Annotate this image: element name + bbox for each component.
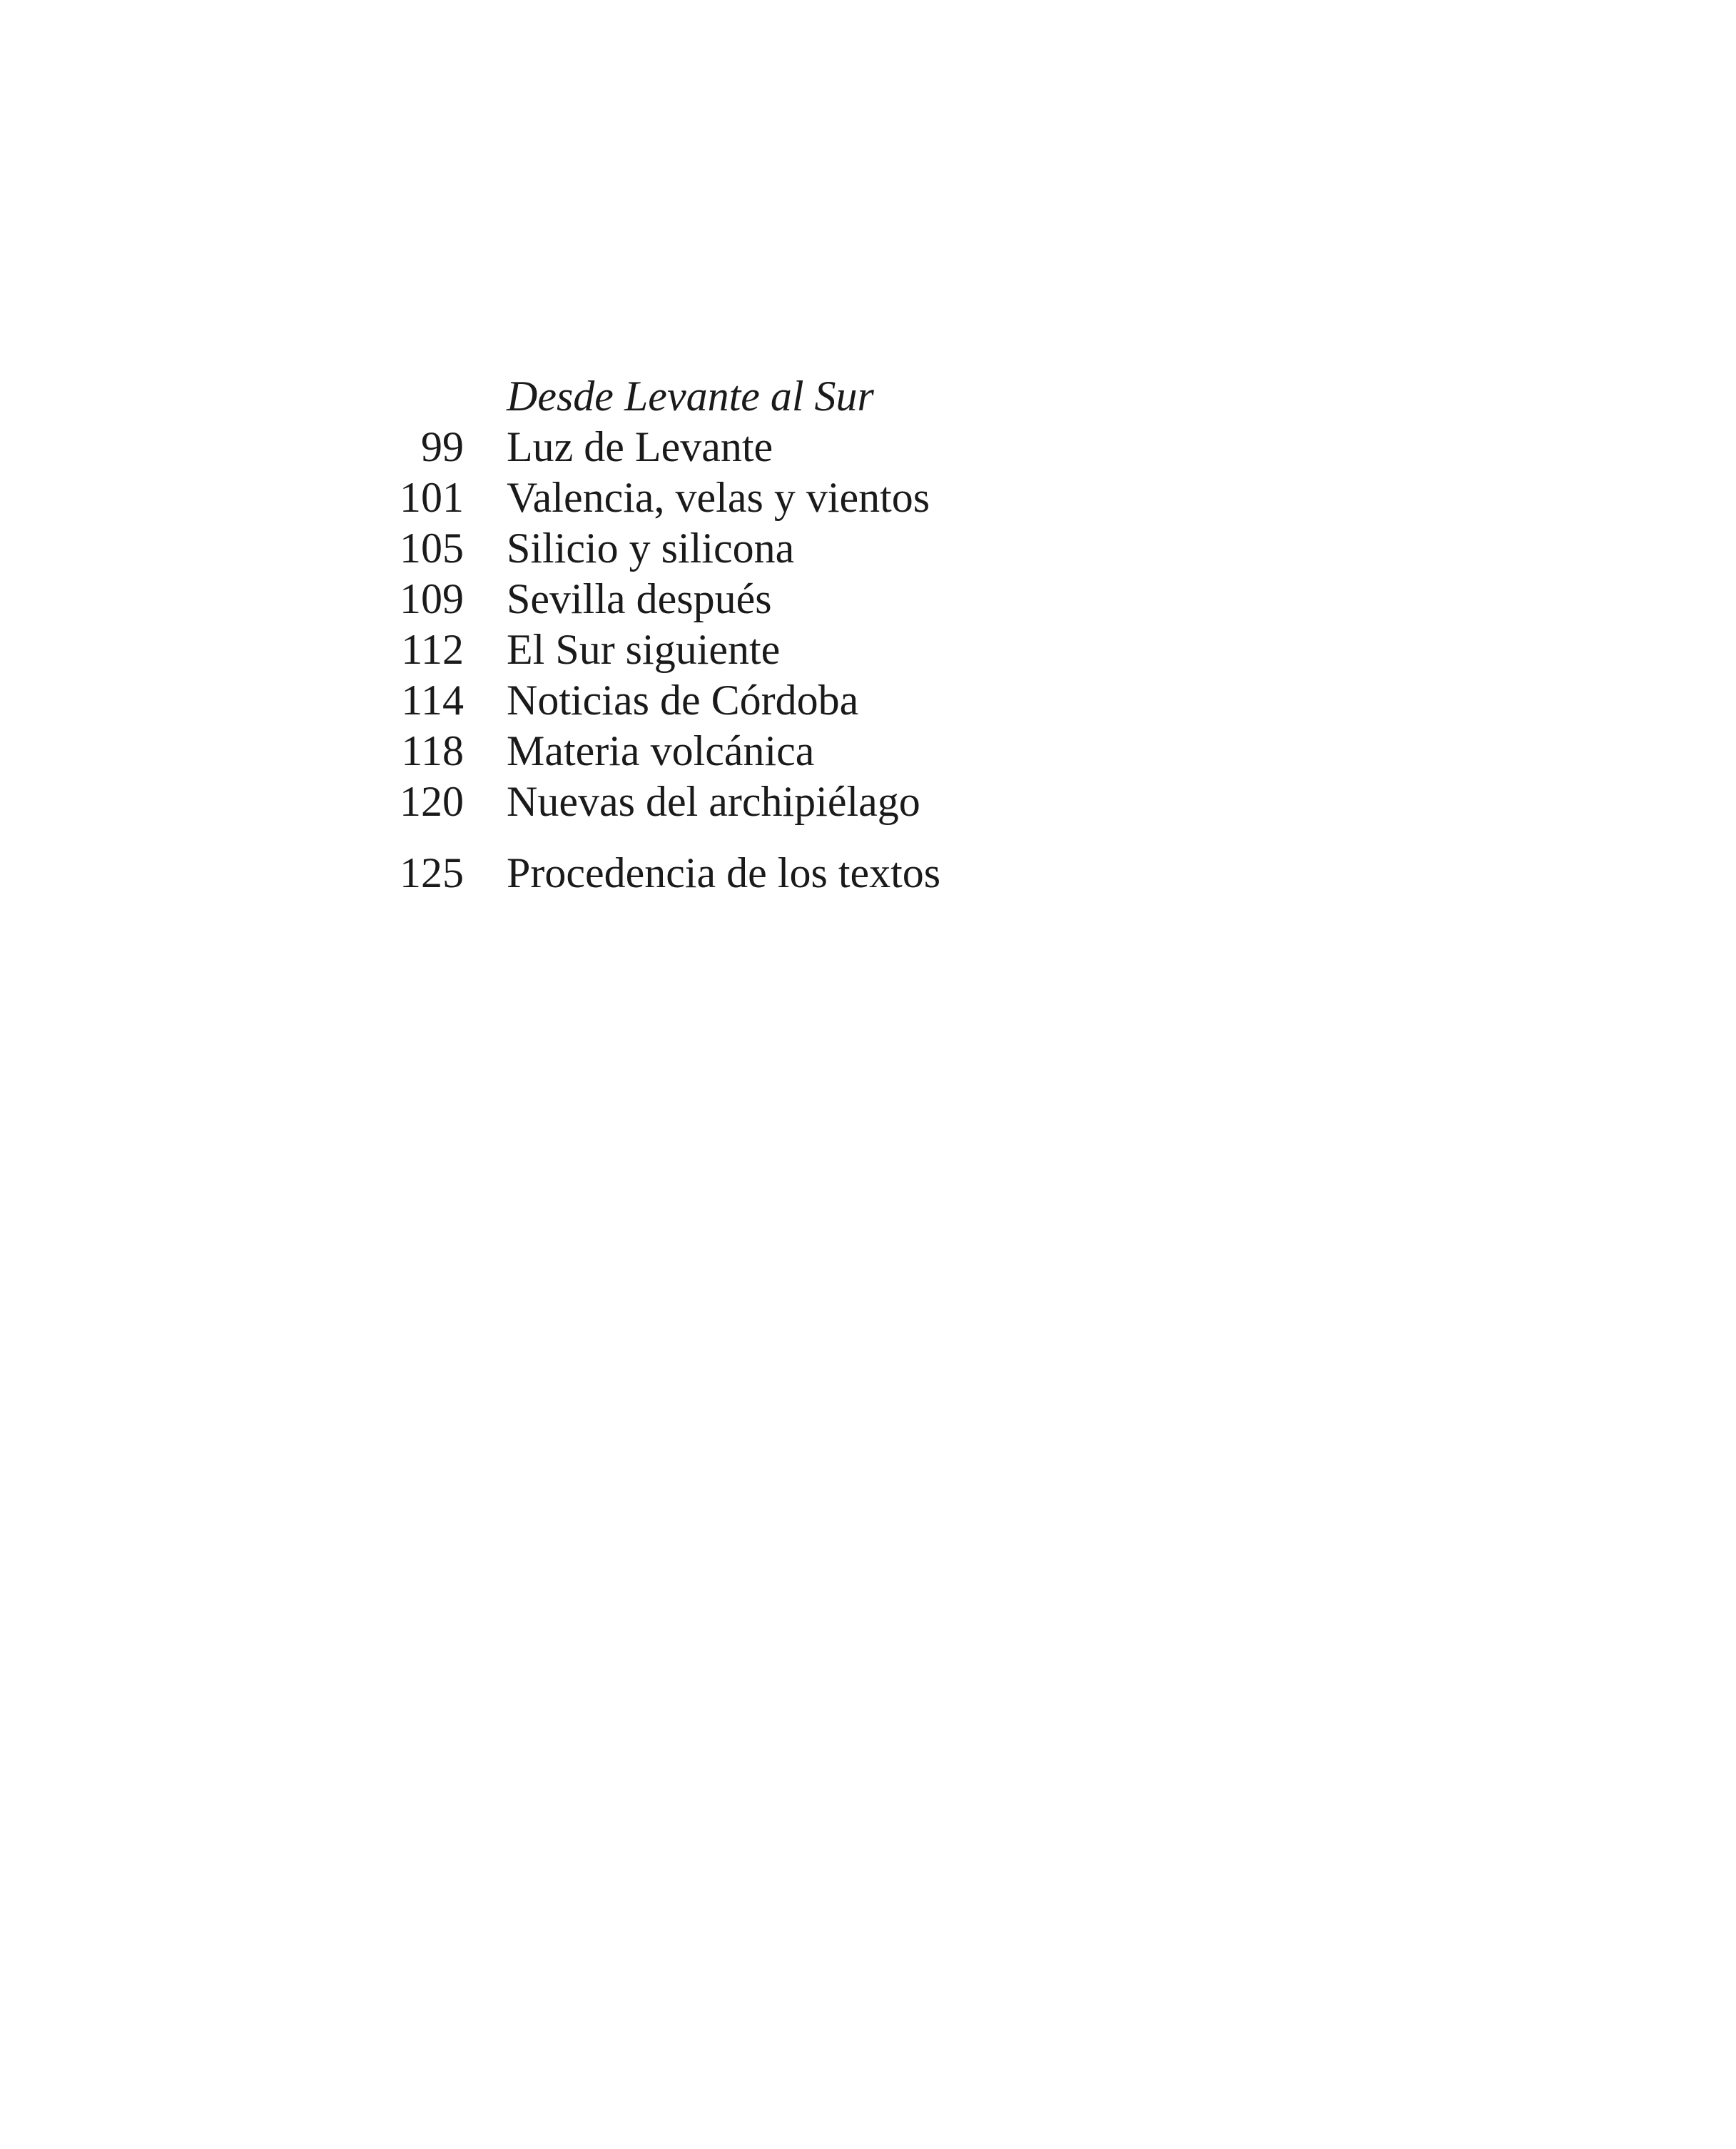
- toc-entry: [385, 726, 1384, 777]
- entry-title: Noticias de Córdoba: [507, 677, 859, 724]
- entry-title: Nuevas del archipiélago: [507, 778, 920, 825]
- entry-title: Silicio y silicona: [507, 525, 795, 572]
- page-number: 125: [400, 849, 464, 896]
- section-title: Desde Levante al Sur: [507, 373, 874, 420]
- page-number: 99: [421, 423, 464, 470]
- toc-appendix-entry: [385, 848, 1384, 899]
- entry-title: Sevilla después: [507, 575, 772, 622]
- toc-entry: [385, 675, 1384, 726]
- page-number: 112: [401, 626, 464, 673]
- page-number: 118: [401, 727, 464, 774]
- entry-title: El Sur siguiente: [507, 626, 781, 673]
- toc-entry: [385, 625, 1384, 675]
- entry-title: Procedencia de los textos: [507, 849, 941, 896]
- page-number: 101: [400, 474, 464, 521]
- page-number: 120: [400, 778, 464, 825]
- table-of-contents: [385, 371, 1384, 899]
- toc-entry: [385, 777, 1384, 827]
- entry-title: Materia volcánica: [507, 727, 815, 774]
- toc-entry: [385, 574, 1384, 625]
- toc-entry: [385, 422, 1384, 472]
- page-number: 114: [401, 677, 464, 724]
- page-number: 105: [400, 525, 464, 572]
- toc-entry: [385, 523, 1384, 574]
- toc-entry: [385, 472, 1384, 523]
- page-number: 109: [400, 575, 464, 622]
- entry-title: Valencia, velas y vientos: [507, 474, 930, 521]
- entry-title: Luz de Levante: [507, 423, 773, 470]
